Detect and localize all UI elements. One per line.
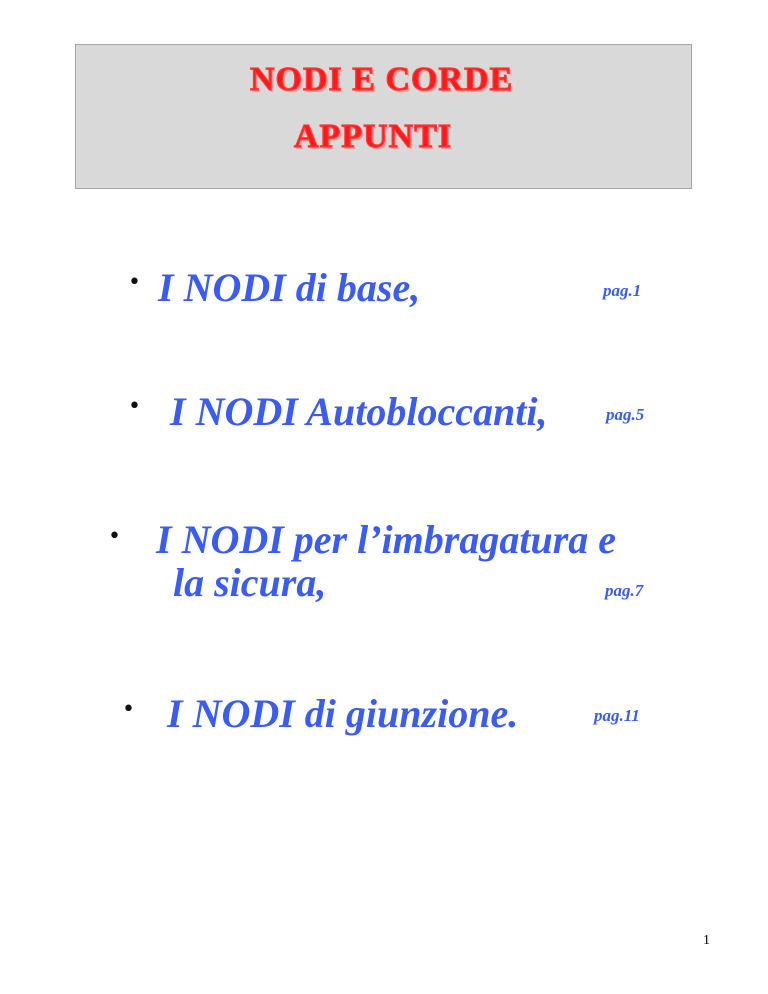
bullet-icon: • (122, 697, 135, 722)
toc-entry-label: I NODI di giunzione. (167, 691, 519, 736)
toc-entry-page: pag.5 (606, 405, 645, 424)
toc-entry-page: pag.1 (603, 281, 642, 300)
toc-entry-label: I NODI di base, (158, 265, 421, 310)
document-title: NODI E CORDE (250, 61, 514, 98)
toc-entry-label-line1: I NODI per l’imbragatura e (156, 517, 617, 562)
bullet-icon: • (128, 394, 141, 419)
bullet-icon: • (108, 524, 121, 549)
title-box (75, 44, 692, 189)
toc-entry-label-line2: la sicura, (173, 560, 327, 605)
toc-entry-label: I NODI Autobloccanti, (170, 389, 548, 434)
toc-entry-page: pag.7 (605, 581, 644, 600)
toc-entry-page: pag.11 (594, 706, 640, 725)
document-subtitle: APPUNTI (294, 118, 453, 155)
page-number: 1 (703, 933, 710, 948)
bullet-icon: • (128, 270, 141, 295)
